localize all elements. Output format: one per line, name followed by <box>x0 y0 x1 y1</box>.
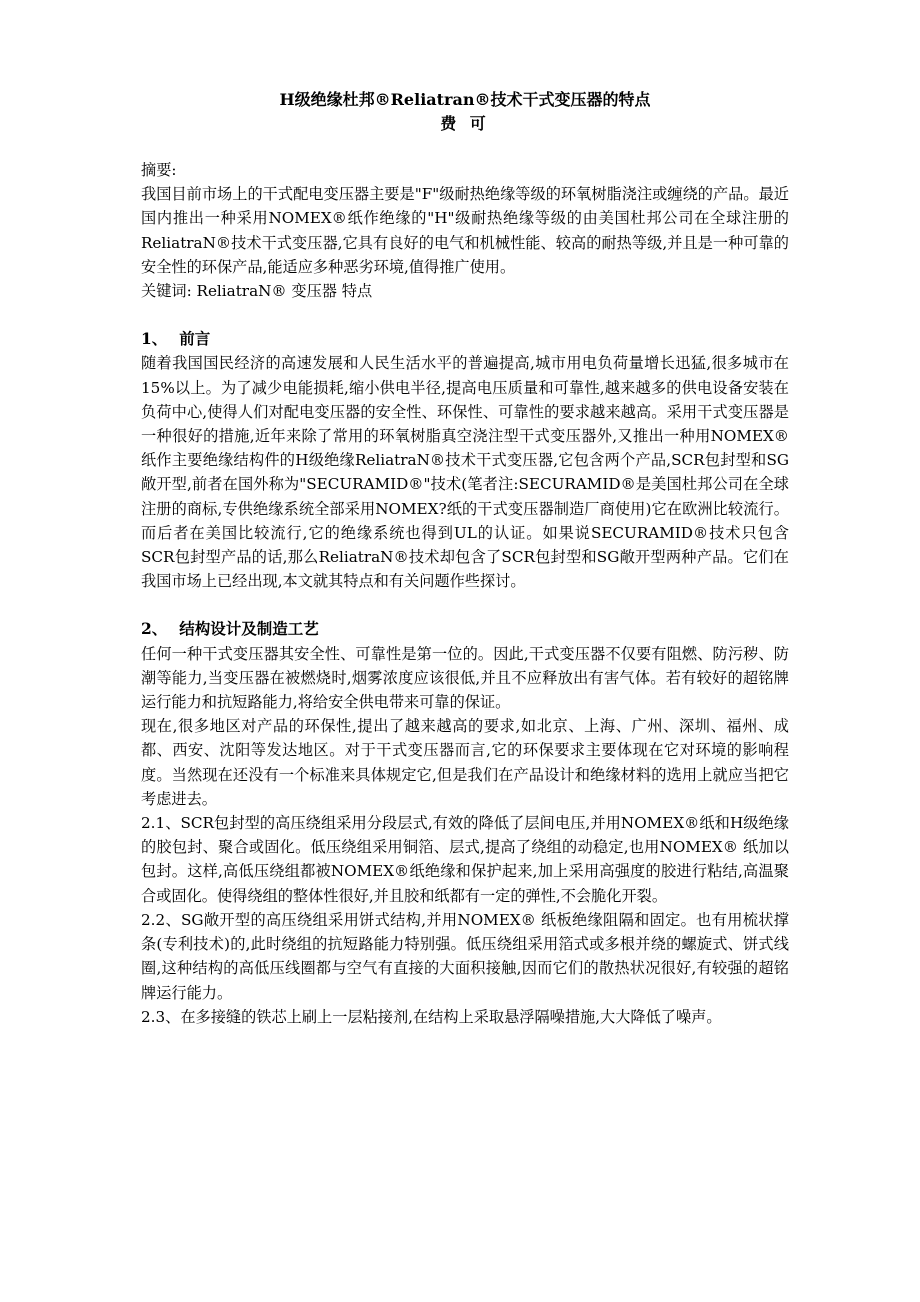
section-1-title: 前言 <box>179 329 211 349</box>
section-2-paragraph-2-3: 2.3、在多接缝的铁芯上刷上一层粘接剂,在结构上采取悬浮隔噪措施,大大降低了噪声。 <box>141 1007 722 1026</box>
abstract-label: 摘要: <box>141 161 177 179</box>
section-2-number: 2、 <box>141 619 168 639</box>
section-2-paragraph-1: 任何一种干式变压器其安全性、可靠性是第一位的。因此,干式变压器不仅要有阻燃、防污秽、防潮等能力,当变压器在被燃烧时,烟雾浓度应该很低,并且不应释放出有害气体。若有较好的超铭牌运行能力和抗短路能力,将给安全供电带来可靠的保证。 <box>141 644 789 712</box>
abstract-text: 我国目前市场上的干式配电变压器主要是"F"级耐热绝缘等级的环氧树脂浇注或缠绕的产品。最近国内推出一种采用NOMEX®纸作绝缘的"H"级耐热绝缘等级的由美国杜邦公司在全球注册的ReliatraN®技术干式变压器,它具有良好的电气和机械性能、较高的耐热等级,并且是一种可靠的安全性的环保产品,能适应多种恶劣环境,值得推广使用。 <box>141 185 789 276</box>
section-2-paragraph-2-2: 2.2、SG敞开型的高压绕组采用饼式结构,并用NOMEX® 纸板绝缘阻隔和固定。也有用梳状撑条(专利技术)的,此时绕组的抗短路能力特别强。低压绕组采用箔式或多根并绕的螺旋式、饼式线圈,这种结构的高低压线圈都与空气有直接的大面积接触,因而它们的散热状况很好,有较强的超铭牌运行能力。 <box>141 910 789 1002</box>
section-1-paragraph: 随着我国国民经济的高速发展和人民生活水平的普遍提高,城市用电负荷量增长迅猛,很多城市在15%以上。为了减少电能损耗,缩小供电半径,提高电压质量和可靠性,越来越多的供电设备安装在负荷中心,使得人们对配电变压器的安全性、环保性、可靠性的要求越来越高。采用干式变压器是一种很好的措施,近年来除了常用的环氧树脂真空浇注型干式变压器外,又推出一种用NOMEX®纸作主要绝缘结构件的H级绝缘ReliatraN®技术干式变压器,它包含两个产品,SCR包封型和SG敞开型,前者在国外称为"SECURAMID®"技术(笔者注:SECURAMID®是美国杜邦公司在全球注册的商标,专供绝缘系统全部采用NOMEX?纸的干式变压器制造厂商使用)它在欧洲比较流行。而后者在美国比较流行,它的绝缘系统也得到UL的认证。如果说SECURAMID®技术只包含SCR包封型产品的话,那么ReliatraN®技术却包含了SCR包封型和SG敞开型两种产品。它们在我国市场上已经出现,本文就其特点和有关问题作些探讨。 <box>141 354 789 591</box>
document-author: 费 可 <box>440 114 490 133</box>
section-2-paragraph-2-1: 2.1、SCR包封型的高压绕组采用分段层式,有效的降低了层间电压,并用NOMEX®纸和H级绝缘的胶包封、聚合或固化。低压绕组采用铜箔、层式,提高了绕组的动稳定,也用NOMEX® 纸加以包封。这样,高低压绕组都被NOMEX®纸绝缘和保护起来,加上采用高强度的胶进行粘结,高温聚合或固化。使得绕组的整体性很好,并且胶和纸都有一定的弹性,不会脆化开裂。 <box>141 814 789 905</box>
section-1-number: 1、 <box>141 329 168 349</box>
keywords: 关键词: ReliatraN® 变压器 特点 <box>141 282 373 301</box>
document-title: H级绝缘杜邦®Reliatran®技术干式变压器的特点 <box>279 90 651 109</box>
section-2-heading <box>141 617 789 641</box>
section-2-title: 结构设计及制造工艺 <box>179 619 319 639</box>
section-2-paragraph-2: 现在,很多地区对产品的环保性,提出了越来越高的要求,如北京、上海、广州、深圳、福州、成都、西安、沈阳等发达地区。对于干式变压器而言,它的环保要求主要体现在它对环境的影响程度。当然现在还没有一个标准来具体规定它,但是我们在产品设计和绝缘材料的选用上就应当把它考虑进去。 <box>141 717 789 808</box>
section-1-heading <box>141 327 789 351</box>
document-page <box>141 88 789 1029</box>
